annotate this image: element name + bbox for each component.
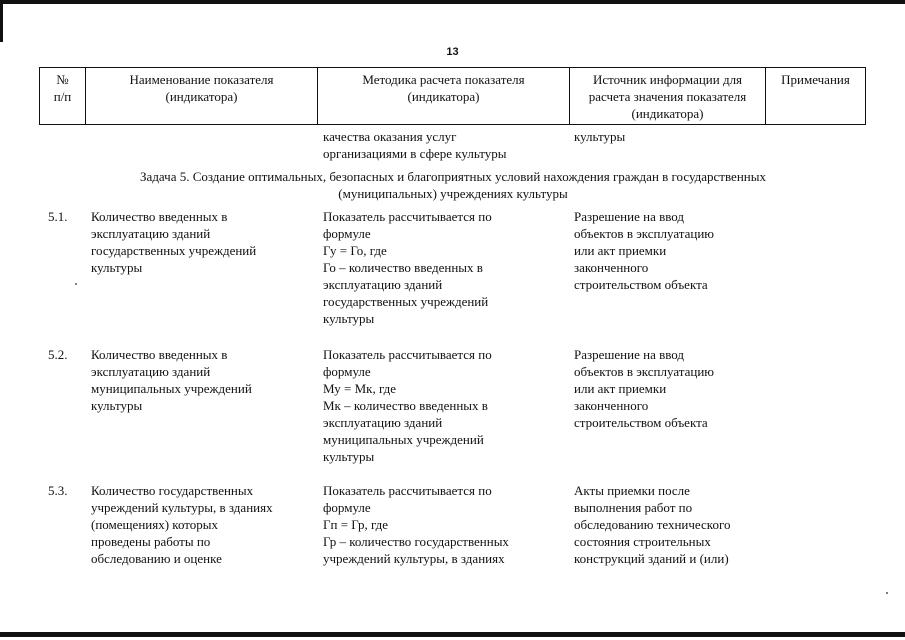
indicator-name: Количество введенных в эксплуатацию зданий муниципальных учреждений культуры xyxy=(91,347,252,413)
scan-border-bottom xyxy=(0,632,905,637)
continuation-method: качества оказания услуг организациями в сфере культуры xyxy=(323,129,507,161)
scan-border-left xyxy=(0,0,3,42)
header-row xyxy=(40,68,866,125)
information-source: Разрешение на ввод объектов в эксплуатацию или акт приемки законченного строительством объекта xyxy=(574,347,714,430)
row-number: 5.1. xyxy=(48,209,68,224)
header-notes: Примечания xyxy=(781,72,850,87)
header-num-cell xyxy=(40,68,86,125)
calculation-method: Показатель рассчитывается по формуле Гу = Го, где Го – количество введенных в эксплуатацию зданий государственных учреждений культуры xyxy=(323,209,492,326)
scan-speck xyxy=(886,592,888,594)
calculation-method: Показатель рассчитывается по формуле Му = Мк, где Мк – количество введенных в эксплуатацию зданий муниципальных учреждений культуры xyxy=(323,347,492,464)
header-notes-cell xyxy=(766,68,866,125)
continuation-source: культуры xyxy=(574,129,626,144)
task-title: Задача 5. Создание оптимальных, безопасных и благоприятных условий нахождения граждан в государственных (муниципальных) учреждениях культуры xyxy=(140,169,766,201)
information-source: Разрешение на ввод объектов в эксплуатацию или акт приемки законченного строительством объекта xyxy=(574,209,714,292)
indicator-name: Количество государственных учреждений культуры, в зданиях (помещениях) которых проведены работы по обследованию и оценке xyxy=(91,483,273,566)
scan-speck xyxy=(75,283,77,285)
page-number: 13 xyxy=(446,46,459,58)
row-number: 5.3. xyxy=(48,483,68,498)
indicator-name: Количество введенных в эксплуатацию зданий государственных учреждений культуры xyxy=(91,209,257,275)
table-header xyxy=(39,67,866,125)
row-number: 5.2. xyxy=(48,347,68,362)
header-method-cell xyxy=(318,68,570,125)
header-method: Методика расчета показателя (индикатора) xyxy=(362,72,525,104)
header-num: № п/п xyxy=(53,72,72,104)
calculation-method: Показатель рассчитывается по формуле Гп = Гр, где Гр – количество государственных учреждений культуры, в зданиях xyxy=(323,483,509,566)
scan-border-top xyxy=(0,0,905,4)
header-source-cell xyxy=(570,68,766,125)
information-source: Акты приемки после выполнения работ по обследованию технического состояния строительных конструкций зданий и (или) xyxy=(574,483,731,566)
header-name: Наименование показателя (индикатора) xyxy=(129,72,274,104)
header-source: Источник информации для расчета значения показателя (индикатора) xyxy=(588,72,747,121)
header-name-cell xyxy=(86,68,318,125)
